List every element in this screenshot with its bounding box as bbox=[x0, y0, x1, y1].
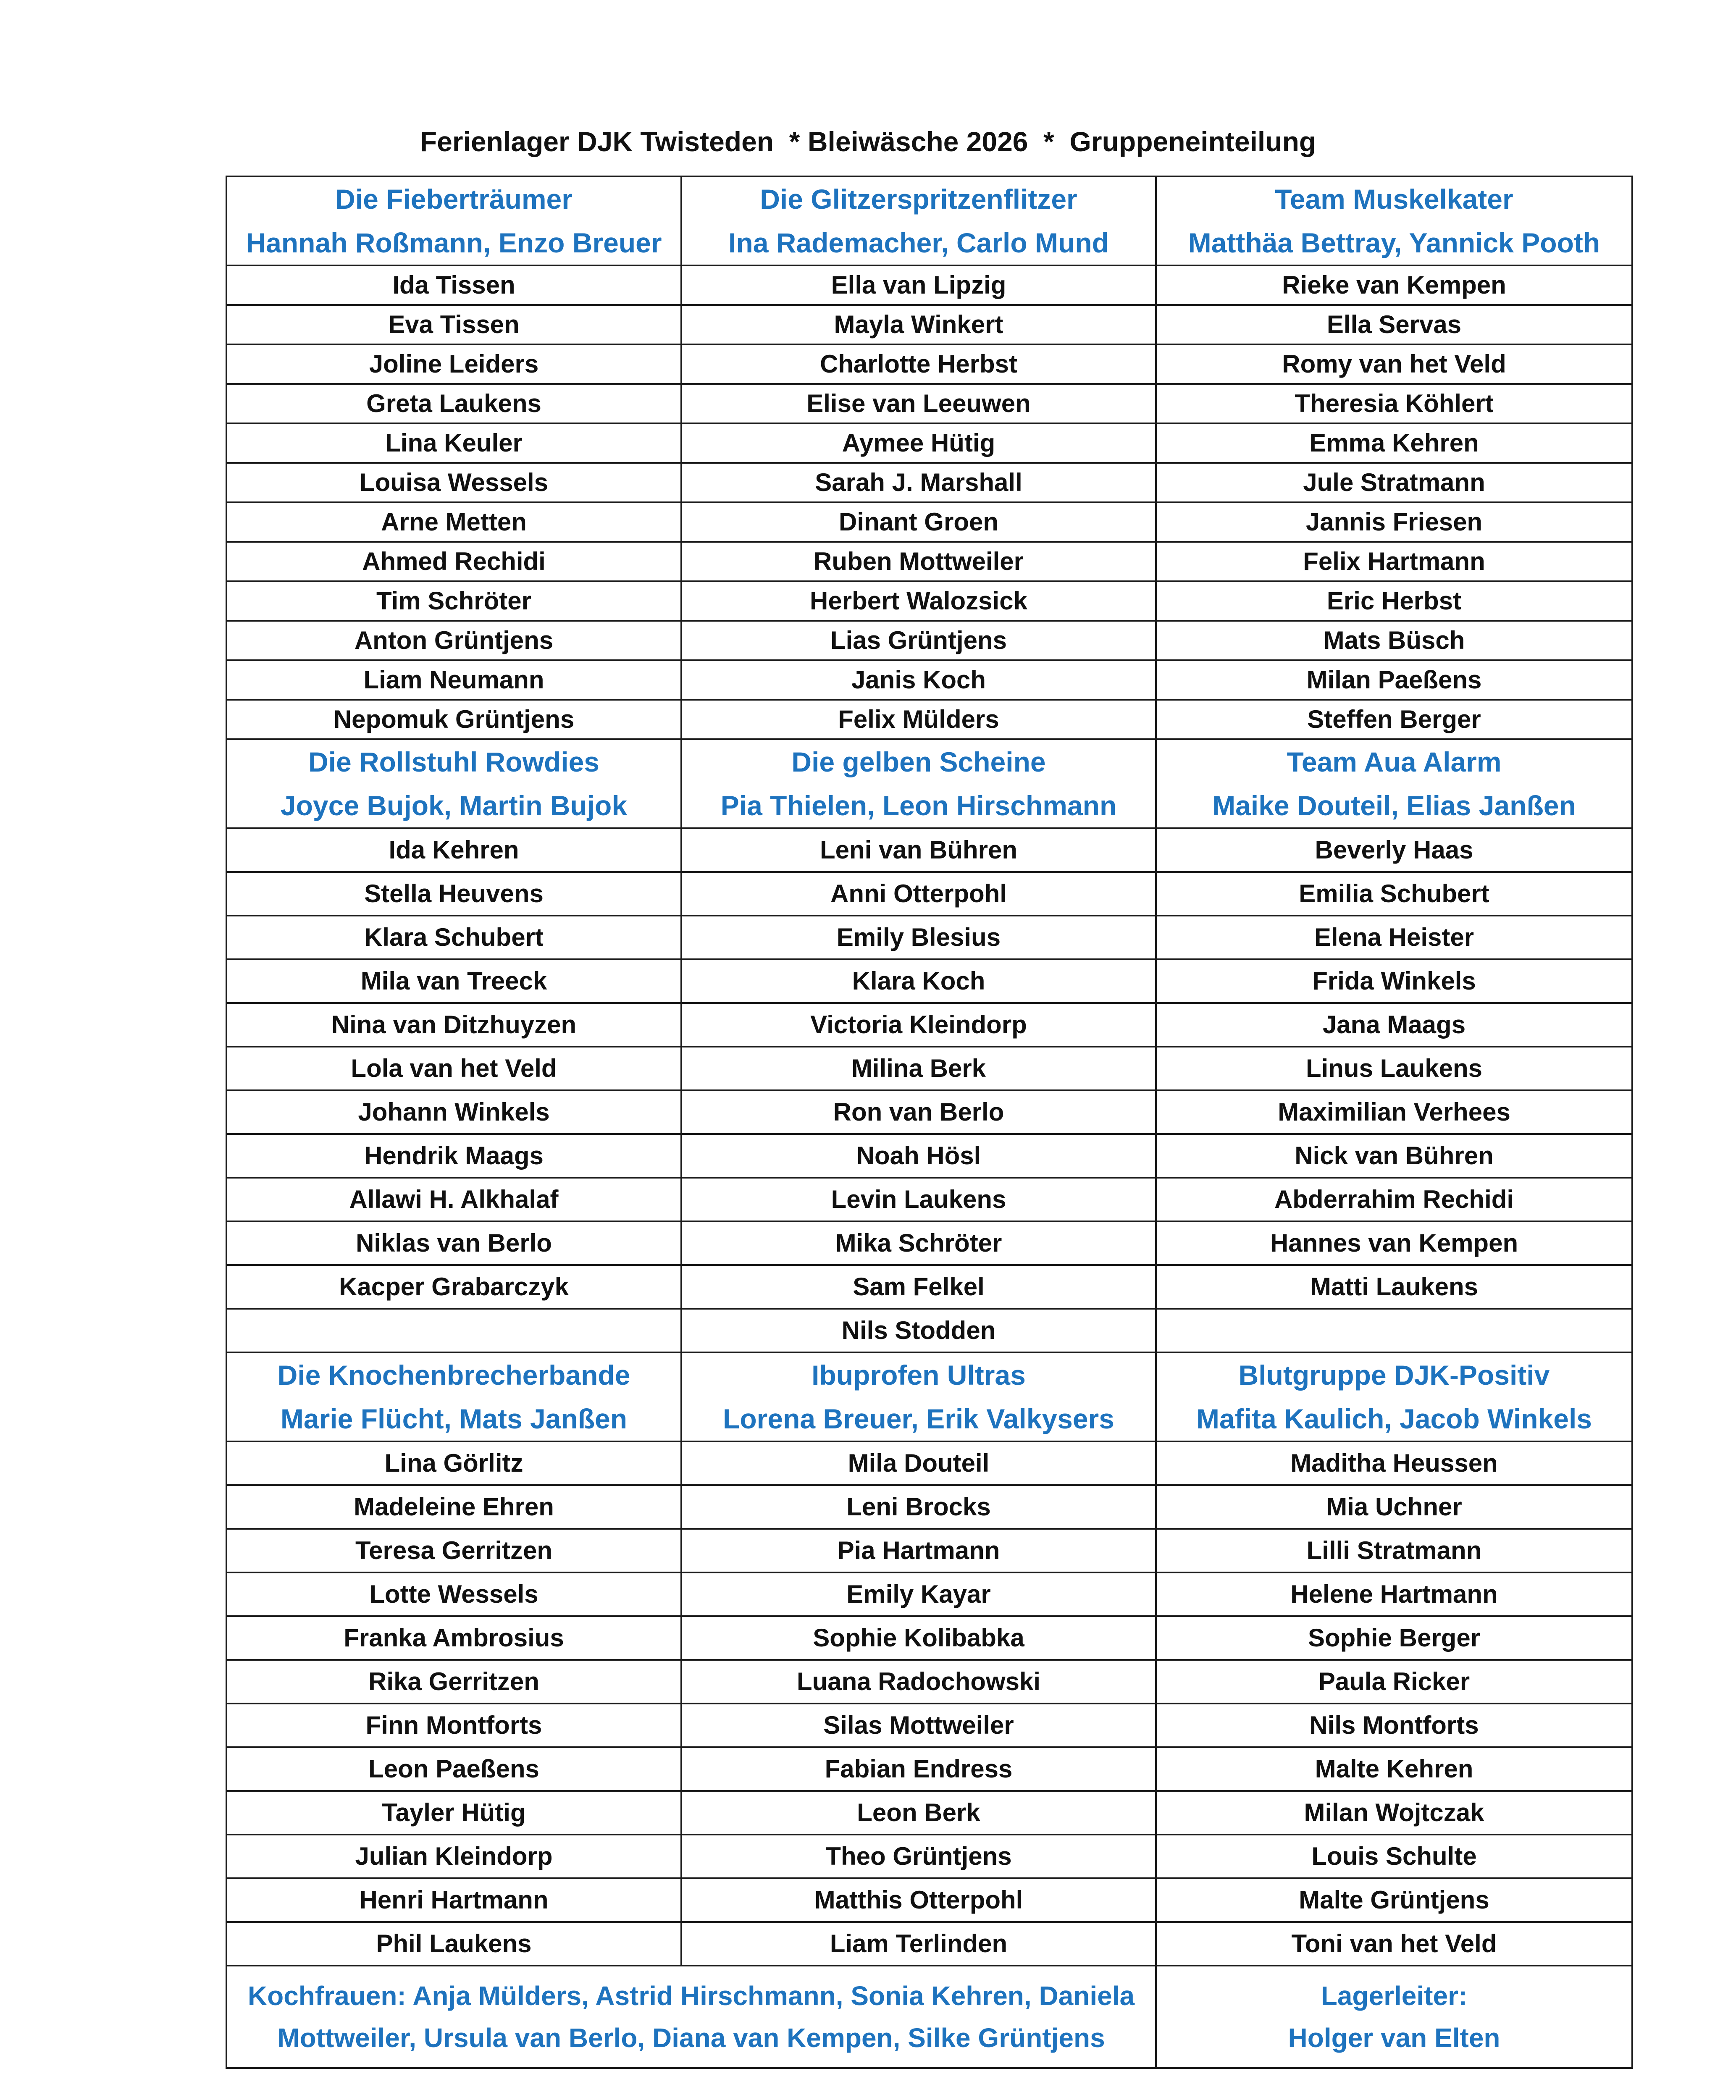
group-table bbox=[226, 176, 1633, 2069]
participant-name: Phil Laukens bbox=[226, 1922, 681, 1966]
table-row bbox=[226, 1047, 1632, 1090]
participant-name: Anni Otterpohl bbox=[681, 872, 1156, 916]
group-name: Die Knochenbrecherbande bbox=[277, 1360, 630, 1391]
group-name: Die Glitzerspritzenflitzer bbox=[760, 184, 1077, 215]
cooks-cell bbox=[226, 1966, 1156, 2068]
participant-name: Charlotte Herbst bbox=[681, 344, 1156, 384]
participant-name: Kacper Grabarczyk bbox=[226, 1265, 681, 1309]
participant-name: Rika Gerritzen bbox=[226, 1660, 681, 1704]
participant-name: Louisa Wessels bbox=[226, 463, 681, 502]
participant-name: Ahmed Rechidi bbox=[226, 542, 681, 581]
participant-name: Luana Radochowski bbox=[681, 1660, 1156, 1704]
table-row bbox=[226, 1791, 1632, 1835]
participant-name: Milina Berk bbox=[681, 1047, 1156, 1090]
participant-name: Mayla Winkert bbox=[681, 305, 1156, 344]
table-row bbox=[226, 1090, 1632, 1134]
participant-name: Niklas van Berlo bbox=[226, 1221, 681, 1265]
participant-name: Finn Montforts bbox=[226, 1704, 681, 1747]
participant-name bbox=[226, 1309, 681, 1352]
group-leaders: Maike Douteil, Elias Janßen bbox=[1212, 790, 1576, 821]
table-row bbox=[226, 1704, 1632, 1747]
participant-name: Silas Mottweiler bbox=[681, 1704, 1156, 1747]
participant-name: Felix Hartmann bbox=[1156, 542, 1632, 581]
participant-name: Felix Mülders bbox=[681, 700, 1156, 739]
page-title: Ferienlager DJK Twisteden * Bleiwäsche 2026 * Gruppeneinteilung bbox=[420, 126, 1316, 157]
participant-name: Linus Laukens bbox=[1156, 1047, 1632, 1090]
participant-name: Steffen Berger bbox=[1156, 700, 1632, 739]
group-header-cell bbox=[1156, 176, 1632, 265]
participant-name: Emily Kayar bbox=[681, 1572, 1156, 1616]
participant-name bbox=[1156, 1309, 1632, 1352]
group-name: Team Aua Alarm bbox=[1287, 746, 1502, 777]
camp-leader-name: Holger van Elten bbox=[1288, 2023, 1500, 2053]
group-header-cell bbox=[226, 176, 681, 265]
participant-name: Leon Berk bbox=[681, 1791, 1156, 1835]
participant-name: Sophie Kolibabka bbox=[681, 1616, 1156, 1660]
participant-name: Lina Görlitz bbox=[226, 1441, 681, 1485]
participant-name: Lotte Wessels bbox=[226, 1572, 681, 1616]
participant-name: Ella van Lipzig bbox=[681, 265, 1156, 305]
table-row bbox=[226, 344, 1632, 384]
table-row bbox=[226, 916, 1632, 959]
group-leaders: Pia Thielen, Leon Hirschmann bbox=[720, 790, 1117, 821]
group-leaders: Matthäa Bettray, Yannick Pooth bbox=[1188, 227, 1600, 258]
table-row bbox=[226, 872, 1632, 916]
participant-name: Malte Grüntjens bbox=[1156, 1878, 1632, 1922]
participant-name: Elise van Leeuwen bbox=[681, 384, 1156, 423]
table-row bbox=[226, 1616, 1632, 1660]
participant-name: Elena Heister bbox=[1156, 916, 1632, 959]
participant-name: Liam Terlinden bbox=[681, 1922, 1156, 1966]
camp-leader-cell bbox=[1156, 1966, 1632, 2068]
participant-name: Jana Maags bbox=[1156, 1003, 1632, 1047]
participant-name: Herbert Walozsick bbox=[681, 581, 1156, 621]
participant-name: Milan Paeßens bbox=[1156, 660, 1632, 700]
participant-name: Jule Stratmann bbox=[1156, 463, 1632, 502]
participant-name: Lola van het Veld bbox=[226, 1047, 681, 1090]
participant-name: Ron van Berlo bbox=[681, 1090, 1156, 1134]
participant-name: Eva Tissen bbox=[226, 305, 681, 344]
participant-name: Ella Servas bbox=[1156, 305, 1632, 344]
participant-name: Maditha Heussen bbox=[1156, 1441, 1632, 1485]
participant-name: Mila van Treeck bbox=[226, 959, 681, 1003]
participant-name: Noah Hösl bbox=[681, 1134, 1156, 1178]
group-leaders: Ina Rademacher, Carlo Mund bbox=[728, 227, 1109, 258]
participant-name: Eric Herbst bbox=[1156, 581, 1632, 621]
participant-name: Stella Heuvens bbox=[226, 872, 681, 916]
group-leaders: Marie Flücht, Mats Janßen bbox=[280, 1403, 628, 1434]
participant-name: Klara Koch bbox=[681, 959, 1156, 1003]
group-header-cell bbox=[681, 739, 1156, 828]
table-row bbox=[226, 1747, 1632, 1791]
participant-name: Louis Schulte bbox=[1156, 1835, 1632, 1878]
group-name: Die gelben Scheine bbox=[791, 746, 1046, 777]
group-name: Die Fieberträumer bbox=[335, 184, 573, 215]
table-row bbox=[226, 1134, 1632, 1178]
participant-name: Matti Laukens bbox=[1156, 1265, 1632, 1309]
participant-name: Emma Kehren bbox=[1156, 423, 1632, 463]
participant-name: Rieke van Kempen bbox=[1156, 265, 1632, 305]
table-row bbox=[226, 700, 1632, 739]
group-header-cell bbox=[681, 1352, 1156, 1441]
group-header-cell bbox=[226, 739, 681, 828]
participant-name: Johann Winkels bbox=[226, 1090, 681, 1134]
group-leaders: Joyce Bujok, Martin Bujok bbox=[280, 790, 628, 821]
table-row bbox=[226, 660, 1632, 700]
table-row bbox=[226, 1485, 1632, 1529]
table-row bbox=[226, 423, 1632, 463]
participant-name: Beverly Haas bbox=[1156, 828, 1632, 872]
participant-name: Nils Stodden bbox=[681, 1309, 1156, 1352]
participant-name: Julian Kleindorp bbox=[226, 1835, 681, 1878]
participant-name: Paula Ricker bbox=[1156, 1660, 1632, 1704]
table-row bbox=[226, 1003, 1632, 1047]
participant-name: Pia Hartmann bbox=[681, 1529, 1156, 1572]
table-row bbox=[226, 1221, 1632, 1265]
group-name: Ibuprofen Ultras bbox=[812, 1360, 1026, 1391]
table-row bbox=[226, 1878, 1632, 1922]
table-row bbox=[226, 384, 1632, 423]
group-header-row bbox=[226, 1352, 1632, 1441]
participant-name: Levin Laukens bbox=[681, 1178, 1156, 1221]
participant-name: Nina van Ditzhuyzen bbox=[226, 1003, 681, 1047]
participant-name: Sophie Berger bbox=[1156, 1616, 1632, 1660]
participant-name: Nils Montforts bbox=[1156, 1704, 1632, 1747]
participant-name: Aymee Hütig bbox=[681, 423, 1156, 463]
participant-name: Jannis Friesen bbox=[1156, 502, 1632, 542]
group-name: Die Rollstuhl Rowdies bbox=[308, 746, 600, 777]
table-row bbox=[226, 828, 1632, 872]
table-row bbox=[226, 1178, 1632, 1221]
participant-name: Ida Tissen bbox=[226, 265, 681, 305]
participant-name: Nepomuk Grüntjens bbox=[226, 700, 681, 739]
table-row bbox=[226, 542, 1632, 581]
participant-name: Mia Uchner bbox=[1156, 1485, 1632, 1529]
table-row bbox=[226, 1441, 1632, 1485]
participant-name: Henri Hartmann bbox=[226, 1878, 681, 1922]
participant-name: Anton Grüntjens bbox=[226, 621, 681, 660]
cooks-line-1: Kochfrauen: Anja Mülders, Astrid Hirschmann, Sonia Kehren, Daniela bbox=[247, 1981, 1135, 2011]
participant-name: Hendrik Maags bbox=[226, 1134, 681, 1178]
participant-name: Toni van het Veld bbox=[1156, 1922, 1632, 1966]
table-row bbox=[226, 959, 1632, 1003]
participant-name: Sarah J. Marshall bbox=[681, 463, 1156, 502]
participant-name: Emilia Schubert bbox=[1156, 872, 1632, 916]
cooks-line-2: Mottweiler, Ursula van Berlo, Diana van Kempen, Silke Grüntjens bbox=[277, 2023, 1105, 2053]
participant-name: Sam Felkel bbox=[681, 1265, 1156, 1309]
participant-name: Tayler Hütig bbox=[226, 1791, 681, 1835]
table-row bbox=[226, 1572, 1632, 1616]
camp-leader-label: Lagerleiter: bbox=[1321, 1981, 1468, 2011]
participant-name: Klara Schubert bbox=[226, 916, 681, 959]
participant-name: Theo Grüntjens bbox=[681, 1835, 1156, 1878]
participant-name: Dinant Groen bbox=[681, 502, 1156, 542]
table-row bbox=[226, 621, 1632, 660]
participant-name: Leni Brocks bbox=[681, 1485, 1156, 1529]
group-header-cell bbox=[1156, 739, 1632, 828]
participant-name: Ida Kehren bbox=[226, 828, 681, 872]
group-header-row bbox=[226, 176, 1632, 265]
group-header-cell bbox=[226, 1352, 681, 1441]
participant-name: Joline Leiders bbox=[226, 344, 681, 384]
group-leaders: Lorena Breuer, Erik Valkysers bbox=[723, 1403, 1114, 1434]
participant-name: Mika Schröter bbox=[681, 1221, 1156, 1265]
table-row bbox=[226, 463, 1632, 502]
participant-name: Theresia Köhlert bbox=[1156, 384, 1632, 423]
table-row bbox=[226, 265, 1632, 305]
participant-name: Leni van Bühren bbox=[681, 828, 1156, 872]
participant-name: Tim Schröter bbox=[226, 581, 681, 621]
participant-name: Mila Douteil bbox=[681, 1441, 1156, 1485]
table-row bbox=[226, 581, 1632, 621]
participant-name: Victoria Kleindorp bbox=[681, 1003, 1156, 1047]
footer-row bbox=[226, 1966, 1632, 2068]
participant-name: Matthis Otterpohl bbox=[681, 1878, 1156, 1922]
participant-name: Abderrahim Rechidi bbox=[1156, 1178, 1632, 1221]
participant-name: Hannes van Kempen bbox=[1156, 1221, 1632, 1265]
table-row bbox=[226, 305, 1632, 344]
table-row bbox=[226, 1529, 1632, 1572]
group-table-body bbox=[226, 176, 1632, 2068]
participant-name: Helene Hartmann bbox=[1156, 1572, 1632, 1616]
participant-name: Milan Wojtczak bbox=[1156, 1791, 1632, 1835]
participant-name: Malte Kehren bbox=[1156, 1747, 1632, 1791]
participant-name: Liam Neumann bbox=[226, 660, 681, 700]
group-name: Team Muskelkater bbox=[1275, 184, 1513, 215]
participant-name: Teresa Gerritzen bbox=[226, 1529, 681, 1572]
participant-name: Greta Laukens bbox=[226, 384, 681, 423]
group-header-cell bbox=[1156, 1352, 1632, 1441]
participant-name: Ruben Mottweiler bbox=[681, 542, 1156, 581]
table-row bbox=[226, 1265, 1632, 1309]
participant-name: Janis Koch bbox=[681, 660, 1156, 700]
table-row bbox=[226, 1309, 1632, 1352]
participant-name: Arne Metten bbox=[226, 502, 681, 542]
table-row bbox=[226, 1922, 1632, 1966]
participant-name: Maximilian Verhees bbox=[1156, 1090, 1632, 1134]
participant-name: Fabian Endress bbox=[681, 1747, 1156, 1791]
group-leaders: Mafita Kaulich, Jacob Winkels bbox=[1196, 1403, 1592, 1434]
participant-name: Leon Paeßens bbox=[226, 1747, 681, 1791]
participant-name: Romy van het Veld bbox=[1156, 344, 1632, 384]
participant-name: Allawi H. Alkhalaf bbox=[226, 1178, 681, 1221]
participant-name: Lias Grüntjens bbox=[681, 621, 1156, 660]
group-header-row bbox=[226, 739, 1632, 828]
table-row bbox=[226, 1835, 1632, 1878]
table-row bbox=[226, 1660, 1632, 1704]
participant-name: Madeleine Ehren bbox=[226, 1485, 681, 1529]
participant-name: Emily Blesius bbox=[681, 916, 1156, 959]
group-leaders: Hannah Roßmann, Enzo Breuer bbox=[246, 227, 662, 258]
table-row bbox=[226, 502, 1632, 542]
participant-name: Mats Büsch bbox=[1156, 621, 1632, 660]
group-name: Blutgruppe DJK-Positiv bbox=[1238, 1360, 1550, 1391]
participant-name: Franka Ambrosius bbox=[226, 1616, 681, 1660]
participant-name: Nick van Bühren bbox=[1156, 1134, 1632, 1178]
participant-name: Frida Winkels bbox=[1156, 959, 1632, 1003]
participant-name: Lina Keuler bbox=[226, 423, 681, 463]
participant-name: Lilli Stratmann bbox=[1156, 1529, 1632, 1572]
group-header-cell bbox=[681, 176, 1156, 265]
